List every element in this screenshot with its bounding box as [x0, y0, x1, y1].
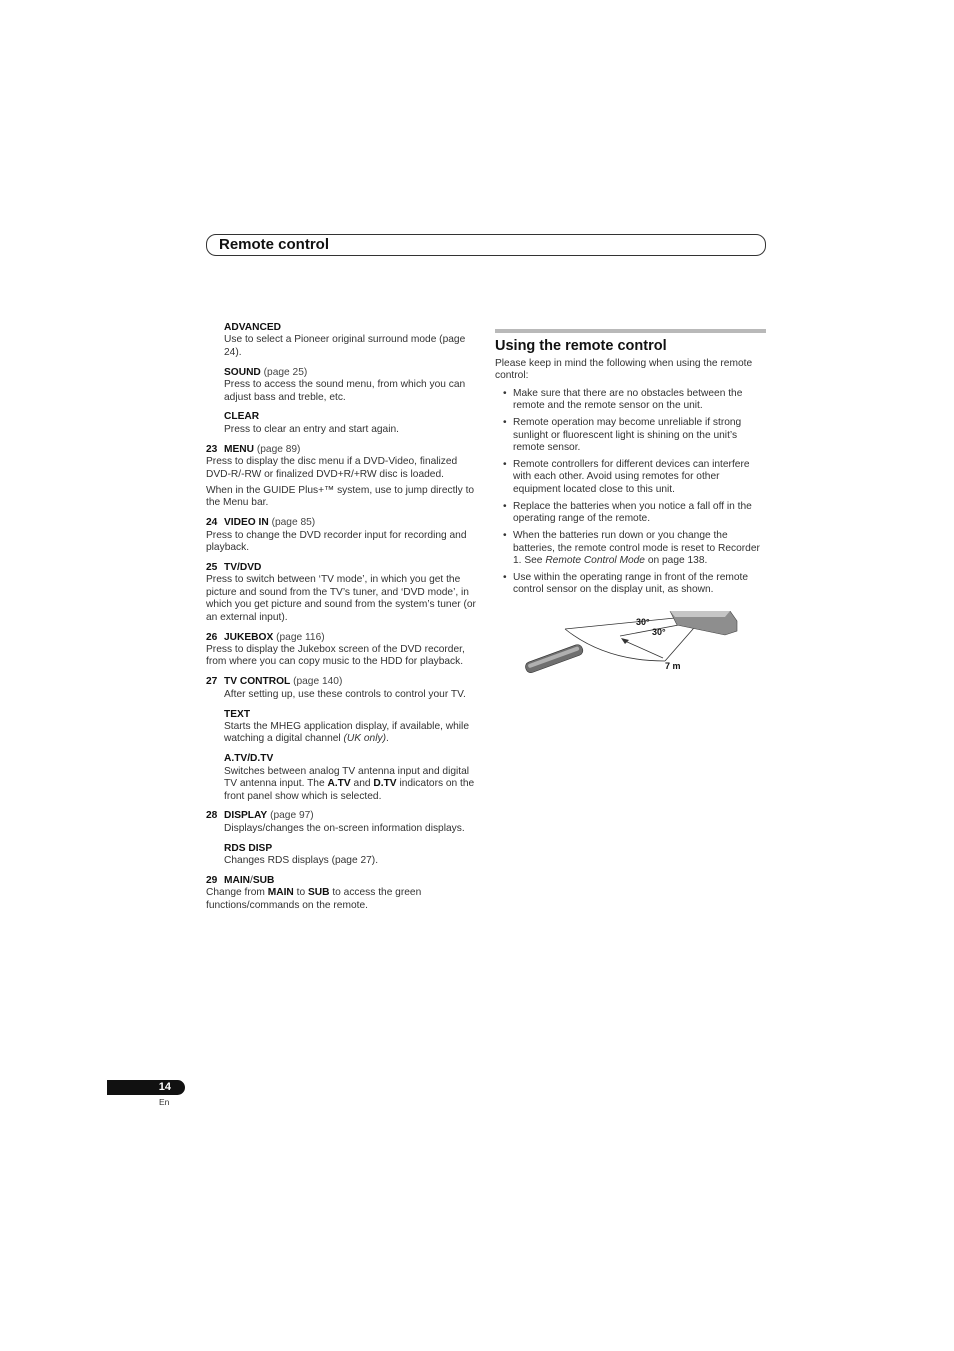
item-ref: (page 97) [270, 810, 314, 822]
page-number: 14 [158, 1081, 171, 1093]
item-label-2: SUB [252, 875, 275, 887]
item-desc: Changes RDS displays (page 27). [224, 855, 379, 867]
list-item: • Remote controllers for different devices can interfere with each other. Avoid using remotes for other equipment located close to this unit. [495, 459, 766, 496]
item-23-menu [206, 444, 481, 510]
item-ref: (page 140) [293, 676, 343, 688]
distance-label: 7 m [665, 660, 681, 671]
item-label: JUKEBOX [224, 631, 274, 643]
item-label: TV CONTROL [224, 676, 291, 688]
item-text [224, 709, 481, 746]
item-label: ADVANCED [224, 322, 281, 333]
item-number: 29 [206, 875, 218, 887]
page-language: En [159, 1097, 170, 1107]
item-advanced [224, 322, 481, 359]
item-number: 24 [206, 517, 218, 529]
item-sound [224, 367, 481, 404]
item-27-tv-control [206, 676, 481, 701]
section-rule [495, 329, 766, 333]
item-label: TEXT [224, 708, 251, 720]
remote-control-shape [525, 643, 584, 674]
angle-label-2: 30° [652, 626, 666, 637]
item-desc: Change from MAIN to SUB to access the green functions/commands on the remote. [206, 887, 422, 911]
section-title: Remote control [219, 236, 330, 253]
item-29-main-sub: 29 MAIN/SUB Change from MAIN to SUB to access the green functions/commands on the remote. [206, 875, 481, 912]
item-atv-dtv [224, 753, 481, 803]
item-24-video-in [206, 517, 481, 554]
item-desc: Press to change the DVD recorder input for recording and playback. [206, 529, 467, 554]
arrow-head [621, 638, 629, 644]
left-column [206, 322, 481, 920]
distance-arrow [625, 641, 663, 658]
item-desc: Press to display the Jukebox screen of the DVD recorder, from where you can copy music to the HDD for playback. [206, 643, 465, 668]
item-number: 25 [206, 562, 218, 573]
item-ref: (page 89) [256, 443, 301, 455]
using-remote-title: Using the remote control [495, 338, 667, 354]
item-label: SOUND [224, 366, 261, 378]
range-diagram-svg [525, 611, 745, 681]
item-ref: (page 85) [271, 517, 316, 529]
item-desc: Use to select a Pioneer original surround mode (page 24). [224, 334, 466, 358]
list-item: • Use within the operating range in front of the remote control sensor on the display unit, as shown. [495, 572, 766, 597]
item-label: MAIN [224, 875, 251, 887]
item-label: CLEAR [224, 411, 260, 423]
item-rds-disp [224, 843, 481, 868]
item-desc: Press to switch between ‘TV mode’, in which you get the picture and sound from the TV’s tuner, and ‘DVD mode’, in which you get picture and sound from the system’s tuner (or an external input). [206, 574, 476, 623]
item-label: A.TV/D.TV [224, 753, 274, 765]
section-header [206, 234, 766, 256]
item-number: 27 [206, 676, 218, 688]
remote-range-diagram [525, 611, 745, 681]
item-label: VIDEO IN [224, 517, 269, 529]
item-desc: After setting up, use these controls to control your TV. [224, 688, 466, 700]
item-26-jukebox [206, 632, 481, 669]
list-item: • When the batteries run down or you change the batteries, the remote control mode is reset to Recorder 1. See Remote Control Mode on page 138. [495, 530, 766, 567]
item-label: RDS DISP [224, 842, 273, 854]
item-desc: Press to clear an entry and start again. [224, 423, 399, 435]
item-desc: Press to access the sound menu, from which you can adjust bass and treble, etc. [224, 379, 466, 403]
item-number: 23 [206, 443, 218, 455]
item-label: MENU [224, 443, 254, 455]
bullet-list [495, 388, 766, 597]
list-item: • Replace the batteries when you notice a fall off in the operating range of the remote. [495, 501, 766, 526]
item-ref: (page 116) [276, 631, 325, 643]
item-28-display [206, 810, 481, 835]
item-ref: (page 25) [263, 366, 308, 378]
item-desc-2: When in the GUIDE Plus+™ system, use to jump directly to the Menu bar. [206, 484, 475, 509]
right-column [495, 329, 766, 681]
item-label: DISPLAY [224, 810, 268, 822]
display-unit-top [670, 611, 730, 617]
item-number: 26 [206, 631, 218, 643]
list-item: • Make sure that there are no obstacles between the remote and the remote sensor on the unit. [495, 388, 766, 413]
item-number: 28 [206, 810, 218, 822]
item-desc: Displays/changes the on-screen information displays. [224, 822, 465, 834]
item-desc: Press to display the disc menu if a DVD-Video, finalized DVD-R/-RW or finalized DVD+R/+RW disc is loaded. [206, 456, 458, 480]
item-clear [224, 411, 481, 436]
angle-label-1: 30° [636, 616, 650, 627]
item-desc: Switches between analog TV antenna input and digital TV antenna input. The A.TV and D.TV indicators on the front panel show which is selected. [224, 765, 475, 802]
list-item: • Remote operation may become unreliable if strong sunlight or fluorescent light is shining on the unit’s remote sensor. [495, 417, 766, 454]
item-desc: Starts the MHEG application display, if available, while watching a digital channel (UK only). [224, 720, 469, 745]
item-label: TV/DVD [224, 562, 262, 573]
page-number-badge [107, 1080, 185, 1095]
item-25-tv-dvd [206, 562, 481, 624]
intro-text: Please keep in mind the following when using the remote control: [495, 358, 753, 382]
